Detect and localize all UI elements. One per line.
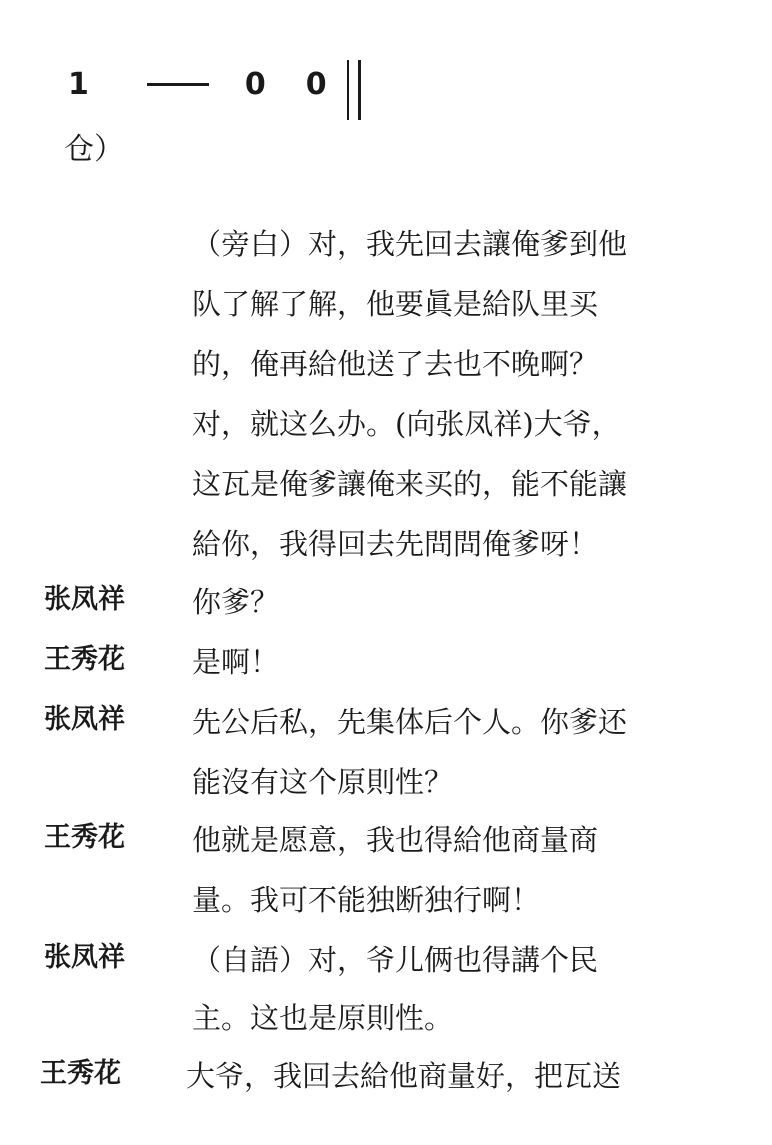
- dialogue-line: 主。这也是原則性。: [192, 1001, 454, 1035]
- dialogue-line: 你爹？: [192, 585, 280, 619]
- narration-line-4: 对，就这么办。(向张凤祥)大爷，: [192, 407, 621, 441]
- speaker-name: 王秀花: [44, 644, 125, 675]
- note-1: 1: [68, 66, 89, 102]
- dialogue-line: （自語）对，爷儿俩也得講个民: [192, 943, 599, 977]
- double-barline: [347, 60, 361, 120]
- dialogue-line: 先公后私，先集体后个人。你爹还: [192, 705, 628, 739]
- dialogue-line: 他就是愿意，我也得給他商量商: [192, 823, 599, 857]
- dialogue-line: 量。我可不能独断独行啊！: [192, 883, 541, 917]
- narration-line-3: 的，俺再給他送了去也不晚啊？: [192, 347, 599, 381]
- note-3: 0: [305, 66, 327, 102]
- cang-text: 仓）: [64, 132, 124, 167]
- dialogue-line: 能沒有这个原則性？: [192, 765, 454, 799]
- dash: [147, 83, 209, 86]
- dialogue-line: 是啊！: [192, 645, 280, 679]
- narration-line-2: 队了解了解，他要眞是給队里买: [192, 287, 599, 321]
- note-2: 0: [244, 66, 266, 102]
- speaker-name: 张凤祥: [44, 942, 125, 973]
- dialogue-line: 大爷，我回去給他商量好，把瓦送: [186, 1059, 622, 1093]
- speaker-name: 张凤祥: [44, 704, 125, 735]
- narration-line-1: （旁白）对，我先回去讓俺爹到他: [192, 227, 628, 261]
- narration-line-6: 給你，我得回去先問問俺爹呀！: [192, 527, 599, 561]
- narration-line-5: 这瓦是俺爹讓俺来买的，能不能讓: [192, 467, 628, 501]
- speaker-name: 王秀花: [40, 1058, 121, 1089]
- speaker-name: 张凤祥: [44, 584, 125, 615]
- speaker-name: 王秀花: [44, 822, 125, 853]
- score-notation: [68, 62, 361, 106]
